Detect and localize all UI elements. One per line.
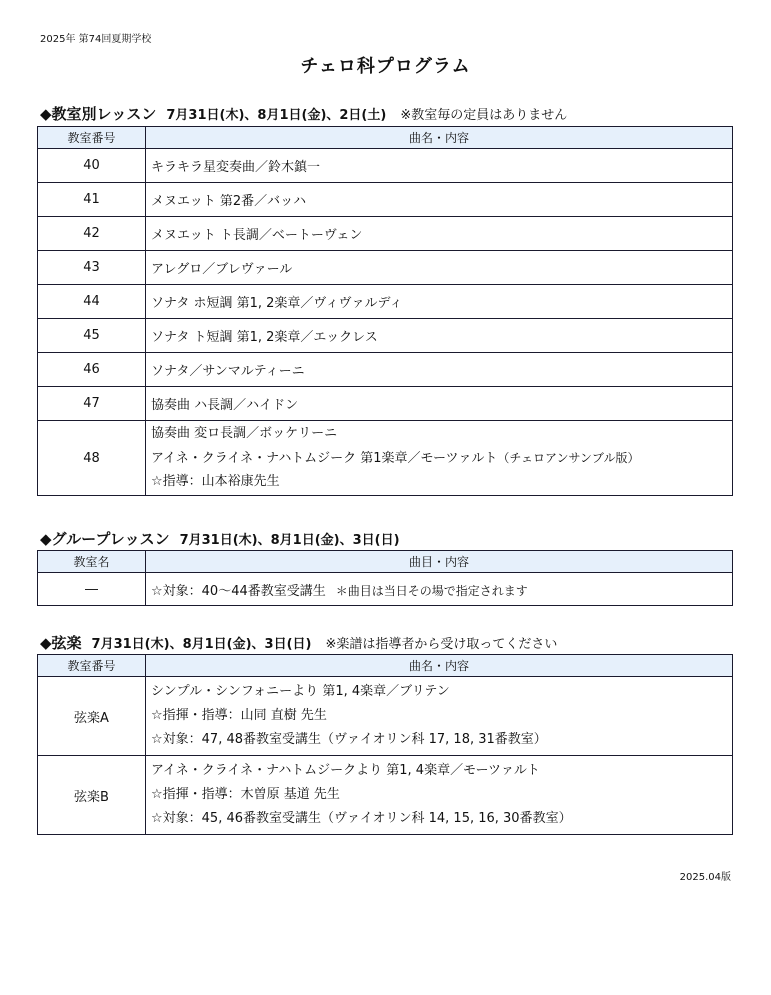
col-header-room-number: 教室番号 (38, 655, 146, 677)
table-row (38, 217, 733, 251)
room-name: ― (38, 573, 146, 606)
table-row (38, 285, 733, 319)
group-content (146, 573, 733, 606)
lessons-note: ※教室毎の定員はありません (400, 108, 568, 123)
conductor-line: ☆指揮・指導：木曽原 基道 先生 (151, 787, 340, 802)
piece-name: キラキラ星変奏曲／鈴木鎮一 (146, 149, 733, 183)
piece-line-text: アイネ・クライネ・ナハトムジーク 第1楽章／モーツァルト (151, 451, 498, 466)
group-note: ＊曲目は当日その場で指定されます (335, 583, 528, 598)
room-number: 46 (38, 353, 146, 387)
group-heading-label: ◆グループレッスン (40, 530, 170, 548)
group-heading (40, 528, 400, 549)
table-row (38, 421, 733, 496)
conductor-line: ☆指揮・指導：山同 直樹 先生 (151, 708, 327, 723)
table-row (38, 319, 733, 353)
group-table (37, 550, 733, 606)
piece-line-with-suffix (151, 446, 732, 470)
piece-cell (146, 421, 733, 496)
table-row (38, 149, 733, 183)
group-dates: 7月31日(木)、8月1日(金)、3日(日) (179, 533, 400, 548)
group-table-header (38, 551, 733, 573)
lessons-table-header (38, 127, 733, 149)
room-number: 43 (38, 251, 146, 285)
room-number: 47 (38, 387, 146, 421)
version-label: 2025.04版 (679, 872, 731, 883)
col-header-content: 曲名・内容 (146, 655, 733, 677)
lessons-table (37, 126, 733, 496)
strings-heading-label: ◆弦楽 (40, 634, 82, 652)
piece-name: ソナタ／サンマルティーニ (146, 353, 733, 387)
ensemble-name: 弦楽B (38, 756, 146, 835)
ensemble-content (146, 677, 733, 756)
lessons-dates: 7月31日(木)、8月1日(金)、2日(土) (166, 108, 387, 123)
target-students: ☆対象：40～44番教室受講生 (151, 583, 326, 599)
table-row (38, 387, 733, 421)
strings-heading (40, 632, 557, 653)
piece-name: メヌエット 第2番／バッハ (146, 183, 733, 217)
room-number: 48 (38, 421, 146, 496)
room-number: 41 (38, 183, 146, 217)
piece-line: アイネ・クライネ・ナハトムジークより 第1, 4楽章／モーツァルト (151, 763, 540, 778)
piece-name: 協奏曲 ハ長調／ハイドン (146, 387, 733, 421)
strings-dates: 7月31日(木)、8月1日(金)、3日(日) (91, 637, 312, 652)
table-row (38, 183, 733, 217)
room-number: 42 (38, 217, 146, 251)
table-row (38, 573, 733, 606)
table-row (38, 251, 733, 285)
table-row (38, 353, 733, 387)
target-line: ☆対象：47, 48番教室受講生（ヴァイオリン科 17, 18, 31番教室） (151, 732, 547, 747)
strings-table-header (38, 655, 733, 677)
piece-line: 協奏曲 変ロ長調／ボッケリーニ (151, 426, 338, 441)
page-title: チェロ科プログラム (300, 56, 471, 77)
arrangement-note: （チェロアンサンブル版） (497, 451, 640, 465)
strings-note: ※楽譜は指導者から受け取ってください (325, 637, 558, 652)
piece-name: ソナタ ト短調 第1, 2楽章／エックレス (146, 319, 733, 353)
col-header-room-name: 教室名 (38, 551, 146, 573)
piece-name: メヌエット ト長調／ベートーヴェン (146, 217, 733, 251)
ensemble-name: 弦楽A (38, 677, 146, 756)
piece-name: アレグロ／ブレヴァール (146, 251, 733, 285)
col-header-content: 曲目・内容 (146, 551, 733, 573)
col-header-room-number: 教室番号 (38, 127, 146, 149)
col-header-content: 曲名・内容 (146, 127, 733, 149)
lessons-heading-label: ◆教室別レッスン (40, 105, 157, 123)
ensemble-content (146, 756, 733, 835)
room-number: 44 (38, 285, 146, 319)
room-number: 40 (38, 149, 146, 183)
table-row (38, 677, 733, 756)
lessons-heading (40, 103, 567, 124)
strings-table (37, 654, 733, 835)
piece-line: シンプル・シンフォニーより 第1, 4楽章／ブリテン (151, 684, 450, 699)
table-row (38, 756, 733, 835)
room-number: 45 (38, 319, 146, 353)
target-line: ☆対象：45, 46番教室受講生（ヴァイオリン科 14, 15, 16, 30番教室） (151, 811, 572, 826)
instructor-line: ☆指導：山本裕康先生 (151, 474, 280, 489)
school-header: 2025年 第74回夏期学校 (40, 34, 152, 45)
piece-name: ソナタ ホ短調 第1, 2楽章／ヴィヴァルディ (146, 285, 733, 319)
